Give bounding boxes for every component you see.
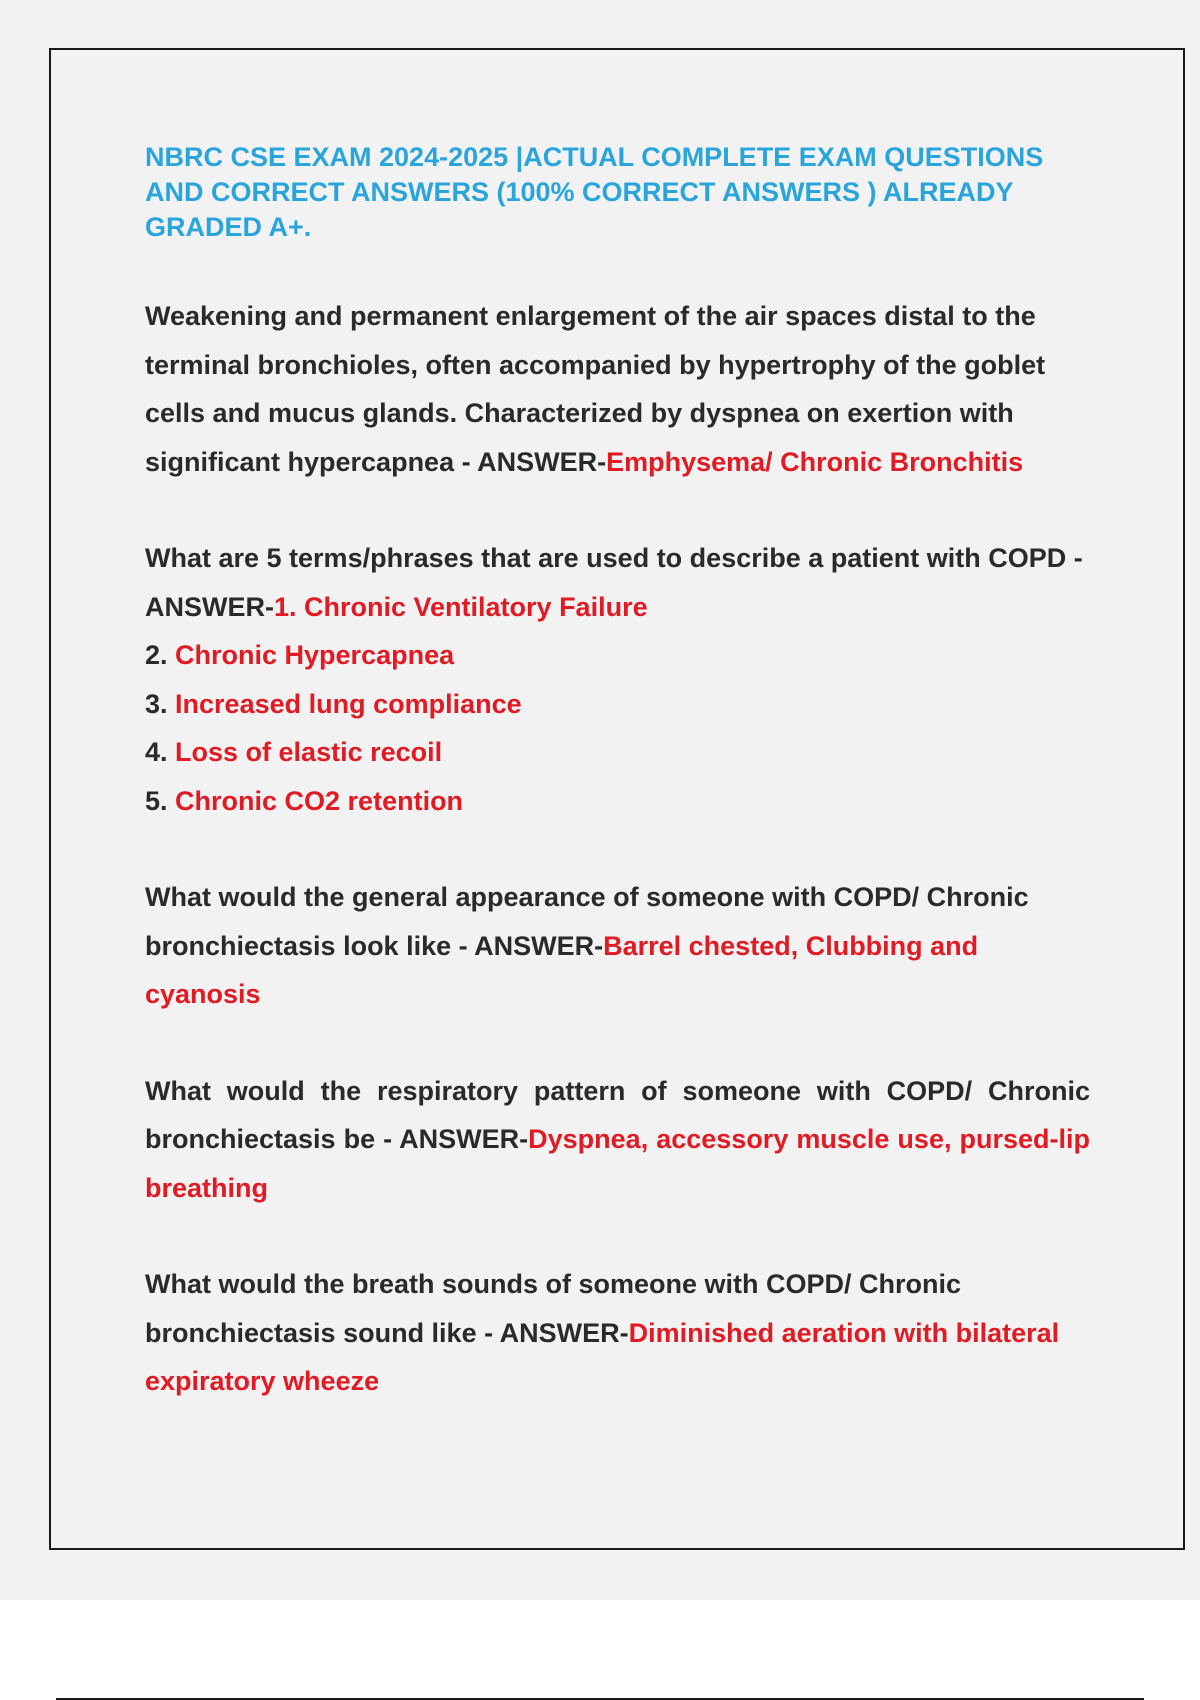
qa-item-2 (145, 534, 1090, 825)
answer-text: 1. Chronic Ventilatory Failure (274, 591, 648, 622)
answer-list-item (145, 631, 1090, 680)
answer-text: Barrel chested, Clubbing and cyanosis (145, 930, 979, 1009)
list-text: Increased lung compliance (175, 688, 522, 719)
answer-text: Diminished aeration with bilateral expiratory wheeze (145, 1317, 1060, 1396)
answer-list-item (145, 680, 1090, 729)
document-content (145, 140, 1090, 1454)
answer-text: Emphysema/ Chronic Bronchitis (606, 446, 1024, 477)
answer-label: - ANSWER- (451, 930, 604, 961)
answer-text: Dyspnea, accessory muscle use, pursed-lip breathing (145, 1124, 1090, 1203)
question-text: Weakening and permanent enlargement of the air spaces distal to the terminal bronchioles, often accompanied by hypertrophy of the goblet cells and mucus glands. Characterized by dyspnea on exertion with significant hypercapnea (145, 301, 1046, 477)
list-text: Chronic Hypercapnea (175, 640, 455, 670)
list-number: 5. (145, 785, 176, 816)
qa-item-4 (145, 1067, 1090, 1213)
qa-item-5 (145, 1260, 1090, 1406)
question-text: What are 5 terms/phrases that are used to describe a patient with COPD (145, 543, 1067, 573)
list-text: Loss of elastic recoil (175, 737, 443, 767)
qa-item-3 (145, 873, 1090, 1019)
list-number: 4. (145, 737, 176, 767)
question-text: What would the respiratory pattern of someone with COPD/ Chronic bronchiectasis be (145, 1075, 1090, 1154)
document-title: NBRC CSE EXAM 2024-2025 |ACTUAL COMPLETE EXAM QUESTIONS AND CORRECT ANSWERS (100% CORRECT ANSWERS ) ALREADY GRADED A+. (145, 142, 1044, 242)
qa-item-1 (145, 292, 1090, 486)
answer-label: - ANSWER- (375, 1124, 529, 1154)
list-text: Chronic CO2 retention (175, 785, 464, 816)
answer-label: - ANSWER- (476, 1317, 629, 1348)
answer-list-item (145, 728, 1090, 777)
answer-list-item (145, 777, 1090, 826)
answer-label: - ANSWER- (454, 446, 607, 477)
list-number: 3. (145, 688, 176, 719)
question-text: What would the breath sounds of someone with COPD/ Chronic bronchiectasis sound like (145, 1269, 962, 1348)
answer-label: - ANSWER- (145, 543, 1083, 622)
question-text: What would the general appearance of someone with COPD/ Chronic bronchiectasis look like (145, 882, 1029, 961)
list-number: 2. (145, 640, 176, 670)
